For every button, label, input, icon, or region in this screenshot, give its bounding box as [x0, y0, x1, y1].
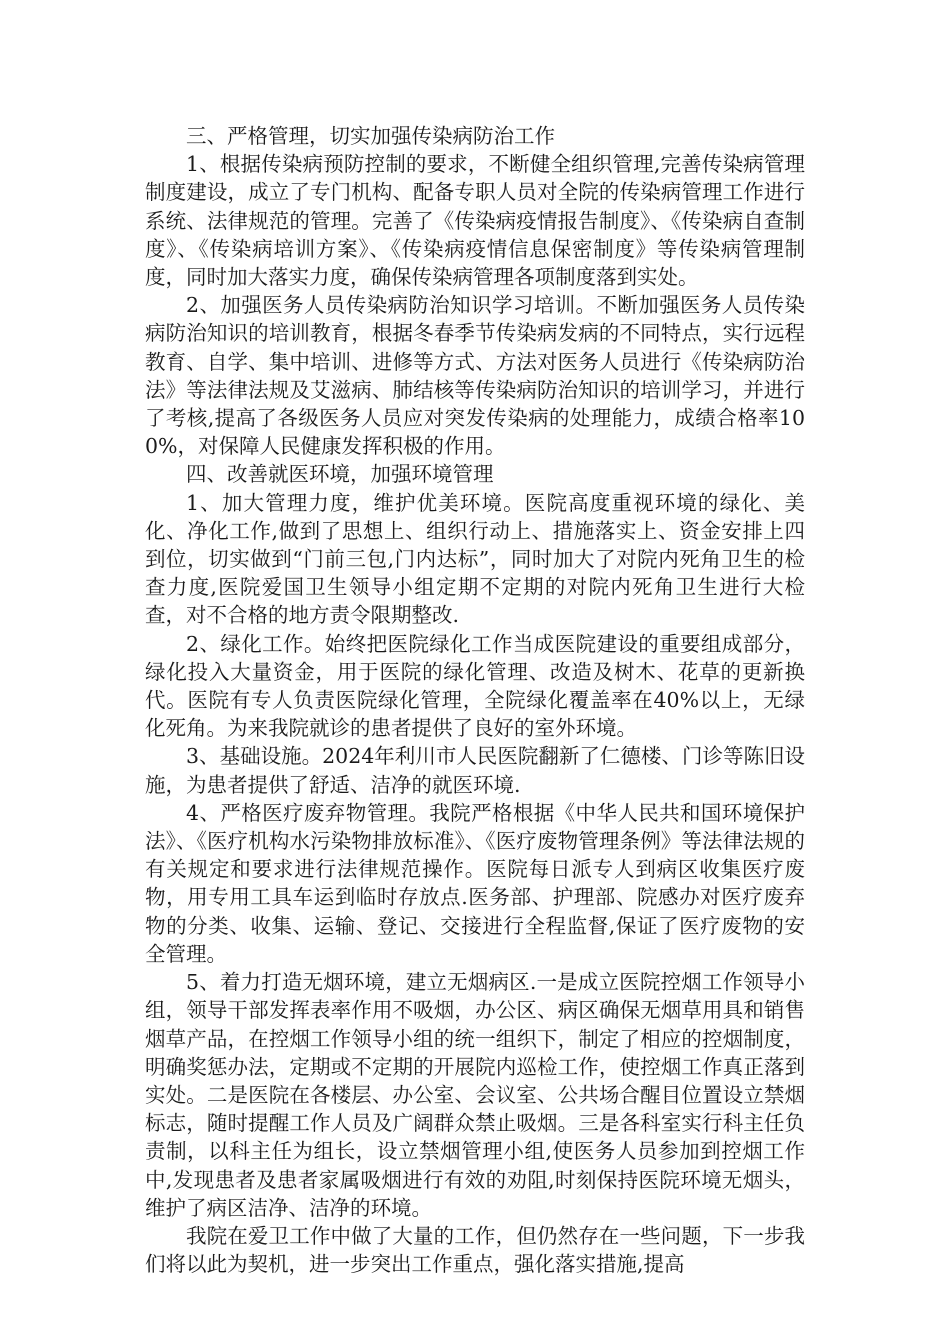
- section-heading-4: 四、改善就医环境，加强环境管理: [186, 462, 494, 487]
- paragraph-4-5: 5、着力打造无烟环境，建立无烟病区.一是成立医院控烟工作领导小组，领导干部发挥表率作用不吸烟，办公区、病区确保无烟草用具和销售烟草产品，在控烟工作领导小组的统一组织下，制定了相应的控烟制度，明确奖惩办法，定期或不定期的开展院内巡检工作，使控烟工作真正落到实处。二是医院在各楼层、办公室、会议室、公共场合醒目位置设立禁烟标志，随时提醒工作人员及广阔群众禁止吸烟。三是各科室实行科主任负责制，以科主任为组长，设立禁烟管理小组,使医务人员参加到控烟工作中,发现患者及患者家属吸烟进行有效的劝阻,时刻保持医院环境无烟头，维护了病区洁净、洁净的环境。: [145, 970, 805, 1220]
- paragraph-3-1: 1、根据传染病预防控制的要求，不断健全组织管理,完善传染病管理制度建设，成立了专门机构、配备专职人员对全院的传染病管理工作进行系统、法律规范的管理。完善了《传染病疫情报告制度》、《传染病自查制度》、《传染病培训方案》、《传染病疫情信息保密制度》等传染病管理制度，同时加大落实力度，确保传染病管理各项制度落到实处。: [145, 152, 805, 290]
- paragraph-4-2: 2、绿化工作。始终把医院绿化工作当成医院建设的重要组成部分，绿化投入大量资金，用于医院的绿化管理、改造及树木、花草的更新换代。医院有专人负责医院绿化管理，全院绿化覆盖率在40%以上，无绿化死角。为来我院就诊的患者提供了良好的室外环境。: [145, 631, 805, 741]
- document-body: [145, 122, 805, 1278]
- section-heading-3: 三、严格管理，切实加强传染病防治工作: [186, 124, 555, 148]
- paragraph-4-3: 3、基础设施。2024年利川市人民医院翻新了仁德楼、门诊等陈旧设施，为患者提供了舒适、洁净的就医环境.: [145, 744, 805, 797]
- paragraph-3-2: 2、加强医务人员传染病防治知识学习培训。不断加强医务人员传染病防治知识的培训教育，根据冬春季节传染病发病的不同特点，实行远程教育、自学、集中培训、进修等方式、方法对医务人员进行《传染病防治法》等法律法规及艾滋病、肺结核等传染病防治知识的培训学习，并进行了考核,提高了各级医务人员应对突发传染病的处理能力，成绩合格率100%，对保障人民健康发挥积极的作用。: [145, 293, 805, 459]
- closing-paragraph: 我院在爱卫工作中做了大量的工作，但仍然存在一些问题，下一步我们将以此为契机，进一步突出工作重点，强化落实措施,提高: [145, 1223, 805, 1277]
- paragraph-4-1: 1、加大管理力度，维护优美环境。医院高度重视环境的绿化、美化、净化工作,做到了思想上、组织行动上、措施落实上、资金安排上四到位，切实做到“门前三包,门内达标”，同时加大了对院内死角卫生的检查力度,医院爱国卫生领导小组定期不定期的对院内死角卫生进行大检查，对不合格的地方责令限期整改.: [145, 490, 805, 628]
- paragraph-4-4: 4、严格医疗废弃物管理。我院严格根据《中华人民共和国环境保护法》、《医疗机构水污染物排放标准》、《医疗废物管理条例》等法律法规的有关规定和要求进行法律规范操作。医院每日派专人到病区收集医疗废物，用专用工具车运到临时存放点.医务部、护理部、院感办对医疗废弃物的分类、收集、运输、登记、交接进行全程监督,保证了医疗废物的安全管理。: [145, 800, 805, 966]
